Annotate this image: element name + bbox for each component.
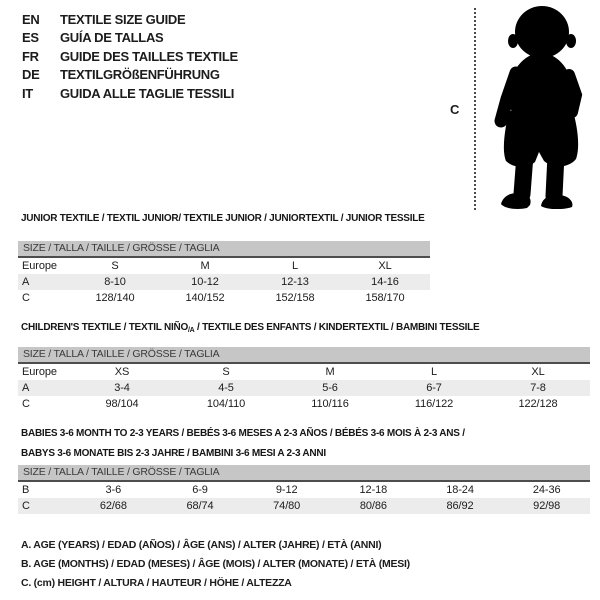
table-cell: 98/104: [105, 398, 139, 410]
language-row-es: [22, 29, 238, 48]
junior-section-title: JUNIOR TEXTILE / TEXTIL JUNIOR/ TEXTILE JUNIOR / JUNIORTEXTIL / JUNIOR TESSILE: [21, 213, 425, 224]
table-cell: 3-6: [105, 484, 122, 496]
table-cell: L: [291, 260, 299, 272]
table-cell: 12-13: [281, 276, 309, 288]
table-cell: 116/122: [414, 398, 454, 410]
table-cell: M: [325, 366, 335, 378]
language-list: [22, 10, 238, 103]
table-cell: 80/86: [359, 500, 387, 512]
note-height-cm: C. (cm) HEIGHT / ALTURA / HAUTEUR / HÖHE / ALTEZZA: [21, 577, 292, 589]
table-cell: 158/170: [365, 292, 405, 304]
language-title: GUIDA ALLE TAGLIE TESSILI: [60, 85, 235, 101]
baby-silhouette-icon: [492, 5, 588, 209]
table-row: [18, 290, 430, 306]
table-cell: L: [430, 366, 438, 378]
row-label: C: [22, 292, 30, 304]
children-title-text: / TEXTILE DES ENFANTS / KINDERTEXTIL / BAMBINI TESSILE: [194, 322, 480, 333]
row-label: A: [22, 276, 30, 288]
row-label: Europe: [22, 366, 57, 378]
table-row: [18, 396, 590, 412]
children-title-text: CHILDREN'S TEXTILE / TEXTIL NIÑO: [21, 322, 188, 333]
table-row: [18, 482, 590, 498]
table-cell: 62/68: [99, 500, 127, 512]
babies-size-table: [18, 465, 590, 514]
babies-title-line2: BABYS 3-6 MONATE BIS 2-3 JAHRE / BAMBINI 3-6 MESI A 2-3 ANNI: [21, 448, 326, 459]
row-label: C: [22, 398, 30, 410]
table-cell: 152/158: [275, 292, 315, 304]
table-cell: 8-10: [104, 276, 126, 288]
table-row: [18, 274, 430, 290]
language-row-it: [22, 84, 238, 103]
table-cell: 9-12: [275, 484, 298, 496]
size-header-bar: SIZE / TALLA / TAILLE / GRÖSSE / TAGLIA: [18, 465, 590, 482]
table-cell: S: [222, 366, 230, 378]
babies-title-line1: BABIES 3-6 MONTH TO 2-3 YEARS / BEBÉS 3-6 MESES A 2-3 AÑOS / BÉBÉS 3-6 MOIS À 2-3 ANS /: [21, 428, 465, 439]
junior-size-table: [18, 241, 430, 306]
table-cell: 18-24: [446, 484, 474, 496]
note-age-years: A. AGE (YEARS) / EDAD (AÑOS) / ÂGE (ANS) / ALTER (JAHRE) / ETÀ (ANNI): [21, 539, 382, 551]
table-cell: S: [111, 260, 119, 272]
children-section-title: [21, 322, 479, 334]
language-title: TEXTILE SIZE GUIDE: [60, 11, 186, 27]
language-row-fr: [22, 47, 238, 66]
language-code: IT: [22, 85, 33, 101]
note-age-months: B. AGE (MONTHS) / EDAD (MESES) / ÂGE (MOIS) / ALTER (MONATE) / ETÀ (MESI): [21, 558, 410, 570]
size-header-bar: SIZE / TALLA / TAILLE / GRÖSSE / TAGLIA: [18, 241, 430, 258]
table-cell: XS: [114, 366, 130, 378]
children-size-table: [18, 347, 590, 412]
table-row: [18, 498, 590, 514]
table-row: [18, 258, 430, 274]
table-cell: 7-8: [530, 382, 546, 394]
height-measure-dotted-line: [474, 8, 476, 210]
row-label: A: [22, 382, 30, 394]
table-cell: XL: [378, 260, 392, 272]
table-cell: 4-5: [218, 382, 234, 394]
table-cell: 128/140: [95, 292, 135, 304]
table-cell: 68/74: [186, 500, 214, 512]
children-title-subscript: /A: [187, 327, 195, 334]
language-title: TEXTILGRÖßENFÜHRUNG: [60, 67, 220, 83]
height-measure-label: C: [450, 102, 460, 117]
table-cell: 140/152: [185, 292, 225, 304]
table-row: [18, 380, 590, 396]
size-header-bar: SIZE / TALLA / TAILLE / GRÖSSE / TAGLIA: [18, 347, 590, 364]
table-cell: 5-6: [322, 382, 338, 394]
language-code: FR: [22, 48, 39, 64]
table-cell: 24-36: [532, 484, 561, 496]
row-label: Europe: [22, 260, 57, 272]
table-cell: 104/110: [206, 398, 246, 410]
babies-section-title: [21, 424, 465, 464]
language-title: GUÍA DE TALLAS: [60, 30, 164, 46]
language-code: ES: [22, 30, 39, 46]
table-cell: 86/92: [446, 500, 474, 512]
table-cell: 74/80: [273, 500, 301, 512]
language-row-de: [22, 66, 238, 85]
table-cell: XL: [531, 366, 545, 378]
language-row-en: [22, 10, 238, 29]
table-cell: 12-18: [359, 484, 388, 496]
row-label: C: [22, 500, 30, 512]
measurement-notes: [21, 536, 410, 593]
table-row: [18, 364, 590, 380]
language-title: GUIDE DES TAILLES TEXTILE: [60, 48, 238, 64]
table-cell: 92/98: [533, 500, 561, 512]
table-cell: 3-4: [114, 382, 130, 394]
table-cell: 6-9: [192, 484, 208, 496]
table-cell: 110/116: [311, 398, 349, 410]
table-cell: 14-16: [371, 276, 399, 288]
language-code: EN: [22, 11, 40, 27]
language-code: DE: [22, 67, 40, 83]
table-cell: 122/128: [518, 398, 558, 410]
table-cell: M: [200, 260, 210, 272]
row-label: B: [22, 484, 30, 496]
table-cell: 10-12: [191, 276, 219, 288]
table-cell: 6-7: [426, 382, 442, 394]
